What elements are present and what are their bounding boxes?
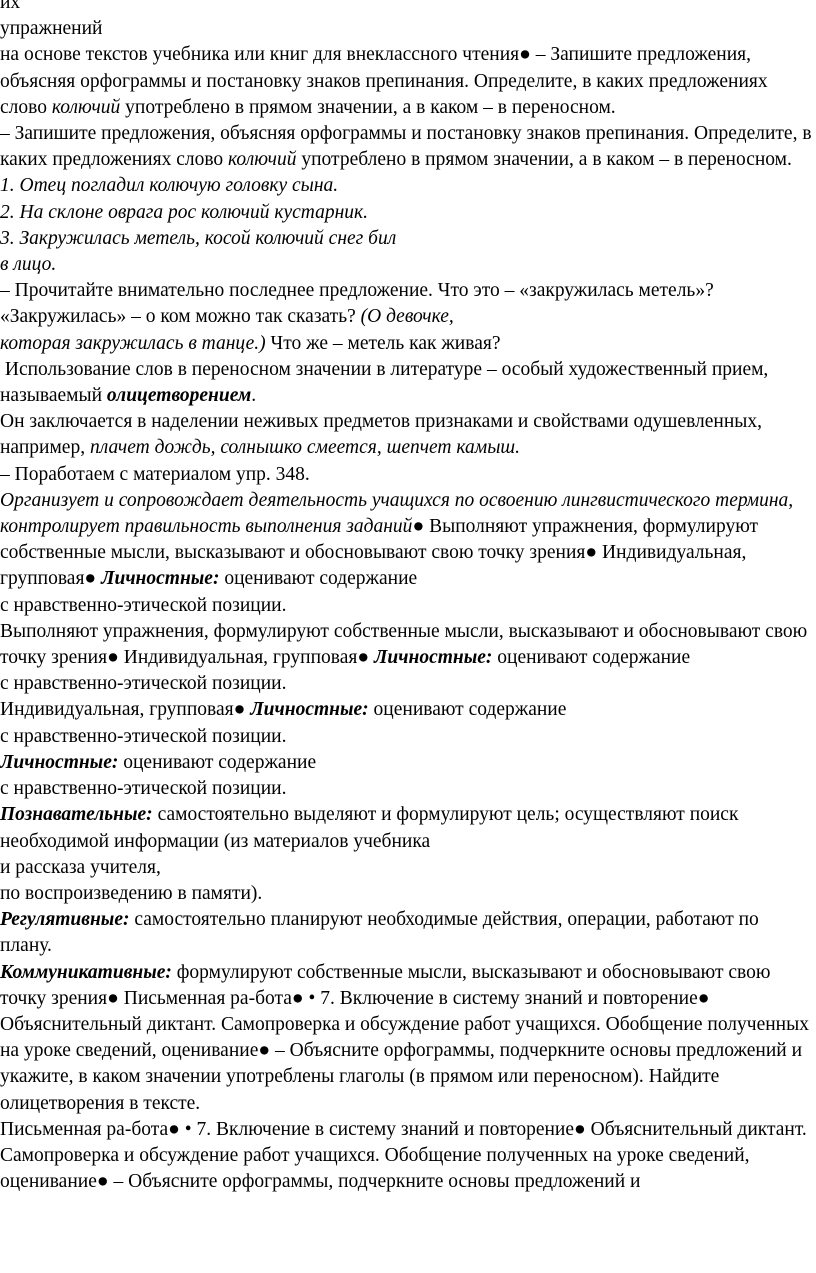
text-span: – Прочитайте внимательно последнее предложение. Что это – «закружилась метель»? «Закружилась» – о ком можно так сказать? [0,280,719,328]
text-span: – Запишите предложения, объясняя орфограммы и постановку знаков препинания. Определите, в каких предложениях слово [0,123,816,171]
italic-text: 3. Закружилась метель, косой колючий снег бил [0,227,397,249]
paragraph [0,802,814,854]
paragraph [0,200,814,226]
text-span: употреблено в прямом значении, а в каком – в переносном. [296,149,792,171]
paragraph [0,1117,814,1196]
paragraph [0,16,814,42]
text-span: самостоятельно планируют необходимые действия, операции, работают по плану. [0,909,764,957]
paragraph [0,121,814,173]
text-span: на основе текстов учебника или книг для внеклассного чтения● – Запишите предложения, объясняя орфограммы и постановку знаков препинания. Определите, в каких предложениях слово [0,44,773,118]
text-span: Письменная ра-бота● • 7. Включение в систему знаний и повторение● Объяснительный диктант. Самопроверка и обсуждение работ учащихся. Обобщение полученных на уроке сведений, оценивание● – Объясните орфограммы, подчеркните основы предложений и [0,1118,812,1193]
paragraph [0,750,814,776]
text-span: оценивают содержание [118,751,317,773]
emphasis-term: Коммуникативные: [0,961,172,983]
emphasis-term: Личностные: [101,568,220,590]
text-span: – Поработаем с материалом упр. 348. [0,463,310,485]
paragraph [0,960,814,1117]
italic-text: 1. Отец погладил колючую головку сына. [0,175,339,197]
text-span: по воспроизведению в памяти). [0,882,263,904]
text-span: оценивают содержание [492,647,691,669]
paragraph [0,619,814,671]
text-span: самостоятельно выделяют и формулируют цель; осуществляют поиск необходимой информации (из материалов учебника [0,804,744,852]
paragraph [0,42,814,121]
italic-text: которая закружилась в танце.) [0,332,266,354]
emphasis-term: Личностные: [374,647,493,669]
paragraph [0,724,814,750]
paragraph [0,409,814,461]
text-span: формулируют собственные мысли, высказывают и обосновывают свою точку зрения● Письменная ра-бота● • 7. Включение в систему знаний и повторение● Объяснительный диктант. Самопроверка и обсуждение работ учащихся. Обобщение полученных на уроке сведений, оценивание● – Объясните орфограммы, подчеркните основы предложений и укажите, в каком значении употреблены глаголы (в прямом или переносном). Найдите олицетворения в тексте. [0,961,814,1114]
paragraph [0,357,814,409]
text-span: оценивают содержание [219,568,418,590]
paragraph [0,855,814,881]
text-span: употреблено в прямом значении, а в каком – в переносном. [120,96,616,118]
paragraph [0,671,814,697]
text-span: упражнений [0,18,103,40]
text-span: Выполняют упражнения, формулируют собственные мысли, высказывают и обосновывают свою точку зрения● Индивидуальная, групповая● [0,620,813,669]
text-span: Что же – метель как живая? [265,332,501,354]
text-span: Индивидуальная, групповая● [0,699,251,721]
paragraph [0,488,814,593]
text-span: оценивают содержание [368,699,567,721]
text-span: . [251,385,257,407]
text-span: с нравственно-этической позиции. [0,594,287,616]
paragraph [0,907,814,959]
emphasis-term: Личностные: [0,751,119,773]
emphasis-term: Познавательные: [0,804,153,826]
emphasis-term: олицетворением [106,385,252,407]
paragraph [0,331,814,357]
paragraph [0,462,814,488]
italic-text: Организует и сопровождает деятельность учащихся по освоению лингвистического термина, контролирует правильность выполнения заданий [0,489,799,538]
italic-text: колючий [228,149,297,171]
paragraph [0,278,814,330]
paragraph [0,697,814,723]
text-span: и рассказа учителя, [0,856,161,878]
paragraph [0,0,814,16]
paragraph [0,593,814,619]
paragraph [0,226,814,252]
text-span: Он заключается в наделении неживых предметов признаками и свойствами одушевленных, например, [0,411,767,459]
italic-text: 2. На склоне оврага рос колючий кустарник. [0,201,369,223]
paragraph [0,252,814,278]
emphasis-term: Личностные: [250,699,369,721]
text-span: с нравственно-этической позиции. [0,778,287,800]
paragraph [0,776,814,802]
emphasis-term: Регулятивные: [0,909,130,931]
text-span: ● Выполняют упражнения, формулируют собственные мысли, высказывают и обосновывают свою точку зрения● Индивидуальная, групповая● [0,516,763,590]
text-span: их [0,0,21,13]
text-span: с нравственно-этической позиции. [0,725,287,747]
italic-text: (О девочке, [360,306,454,328]
italic-text: плачет дождь, солнышко смеется, шепчет камыш. [89,437,521,459]
italic-text: колючий [51,96,121,118]
paragraph [0,881,814,907]
text-span: Использование слов в переносном значении в литературе – особый художественный прием, называемый [0,358,774,407]
text-span: с нравственно-этической позиции. [0,673,287,695]
italic-text: в лицо. [0,254,57,276]
paragraph [0,173,814,199]
